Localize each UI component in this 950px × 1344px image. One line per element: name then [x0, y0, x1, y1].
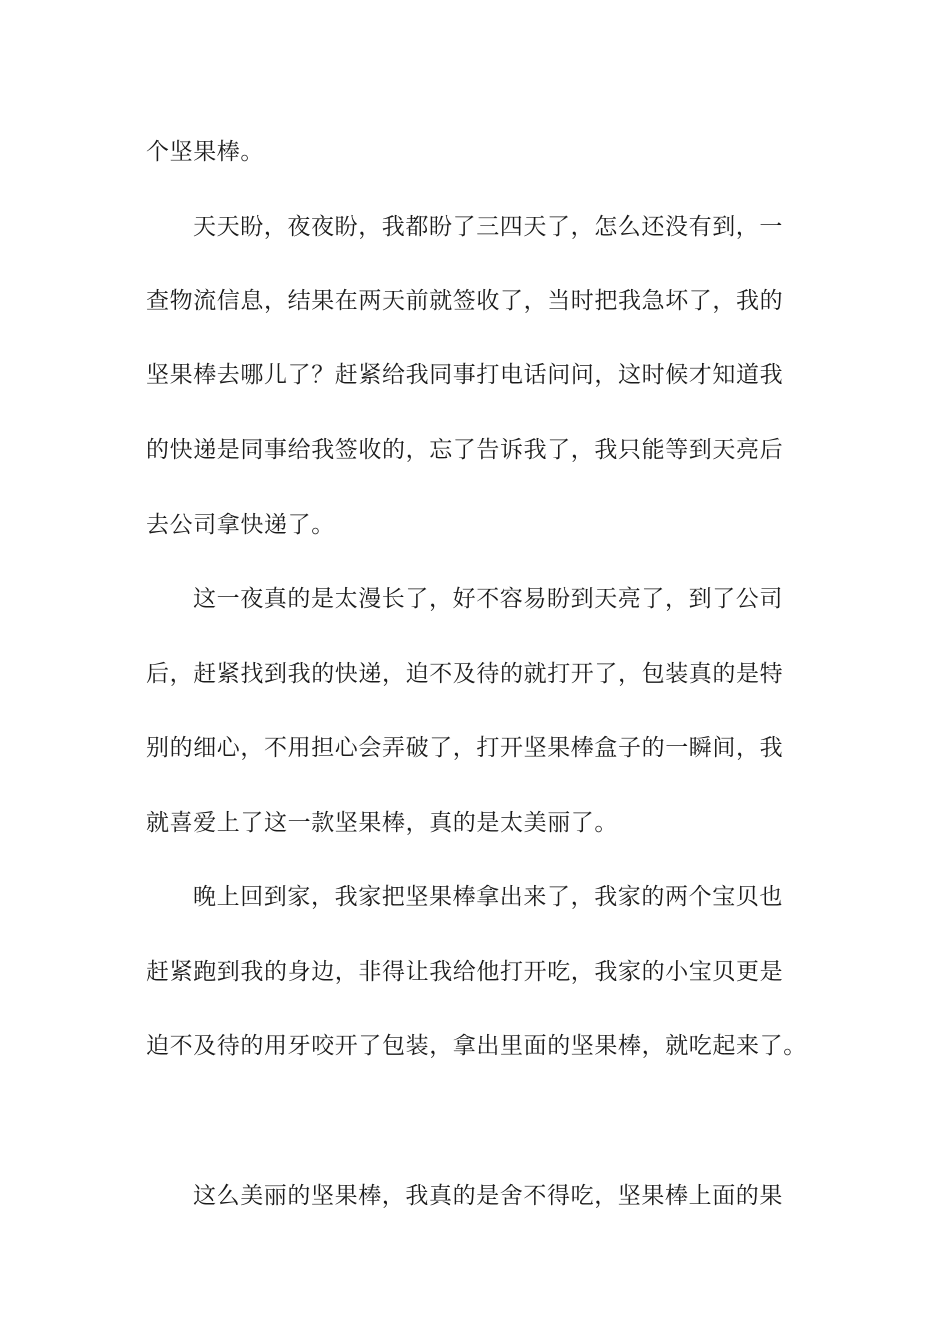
- paragraph-first-line: 这一夜真的是太漫长了，好不容易盼到天亮了，到了公司: [193, 586, 783, 612]
- paragraph-first-line: 这么美丽的坚果棒，我真的是舍不得吃，坚果棒上面的果: [193, 1183, 783, 1209]
- text-line: 别的细心，不用担心会弄破了，打开坚果棒盒子的一瞬间，我: [146, 735, 784, 761]
- paragraph-first-line: 晚上回到家，我家把坚果棒拿出来了，我家的两个宝贝也: [193, 884, 783, 910]
- text-line: 后，赶紧找到我的快递，迫不及待的就打开了，包装真的是特: [146, 661, 784, 687]
- text-line: 迫不及待的用牙咬开了包装，拿出里面的坚果棒，就吃起来了。: [146, 1033, 807, 1059]
- text-line: 赶紧跑到我的身边，非得让我给他打开吃，我家的小宝贝更是: [146, 959, 784, 985]
- text-line: 去公司拿快递了。: [146, 512, 335, 538]
- text-line: 个坚果棒。: [146, 139, 264, 165]
- text-line: 查物流信息，结果在两天前就签收了，当时把我急坏了，我的: [146, 288, 784, 314]
- text-line: 就喜爱上了这一款坚果棒，真的是太美丽了。: [146, 810, 618, 836]
- paragraph-first-line: 天天盼，夜夜盼，我都盼了三四天了，怎么还没有到，一: [193, 214, 783, 240]
- text-line: 的快递是同事给我签收的，忘了告诉我了，我只能等到天亮后: [146, 437, 784, 463]
- text-line: 坚果棒去哪儿了？赶紧给我同事打电话问问，这时候才知道我: [146, 362, 784, 388]
